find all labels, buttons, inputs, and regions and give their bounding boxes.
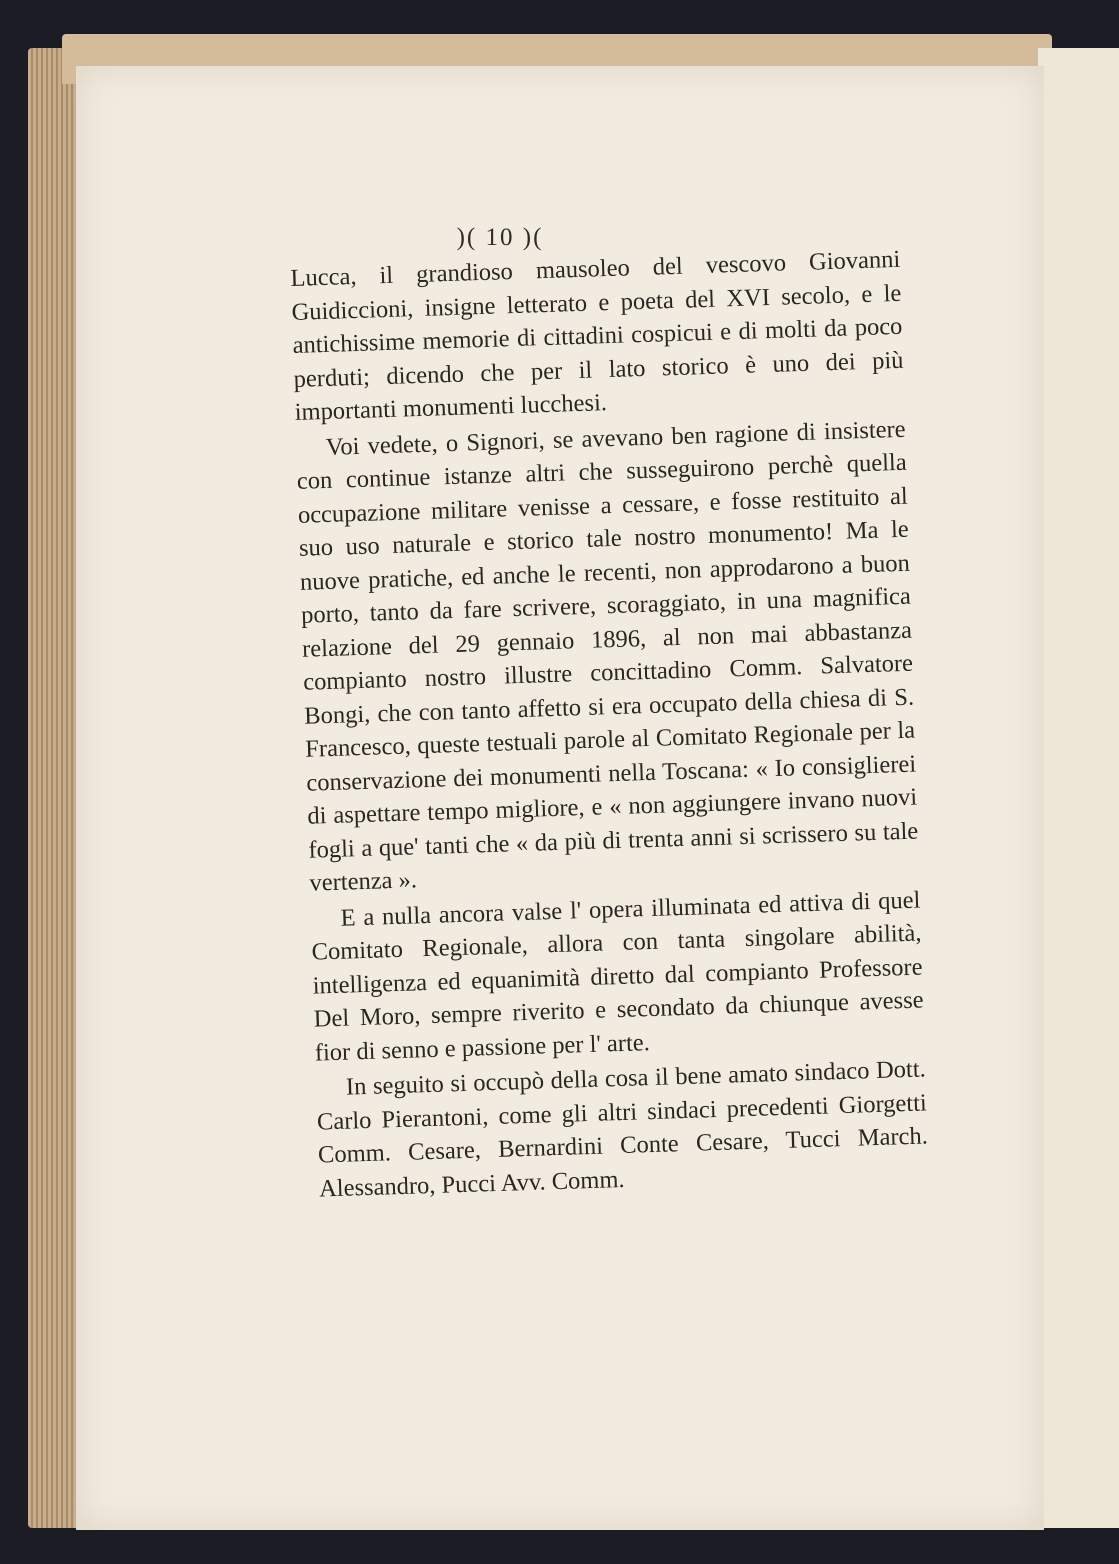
- page-body-text: [290, 243, 929, 1206]
- page-header-number: )( 10 )(: [456, 224, 544, 251]
- paragraph-3: E a nulla ancora valse l' opera illuminata ed attiva di quel Comitato Regionale, allora con tanta singolare abilità, intelligenza ed equanimità diretto dal compianto Professore Del Moro, sempre riverito e secondato da chiunque avesse fior di senno e passione per l' arte.: [311, 886, 924, 1067]
- paragraph-4: In seguito si occupò della cosa il bene amato sindaco Dott. Carlo Pierantoni, come gli altri sindaci precedenti Giorgetti Comm. Cesare, Bernardini Conte Cesare, Tucci March. Alessandro, Pucci Avv. Comm.: [316, 1055, 929, 1203]
- book-page: [76, 66, 1044, 1530]
- paragraph-2: Voi vedete, o Signori, se avevano ben ragione di insistere con continue istanze altri che susseguirono perchè quella occupazione militare venisse a cessare, e fosse restituito al suo uso naturale e storico tale nostro monumento! Ma le nuove pratiche, ed anche le recenti, non approdarono a buon porto, tanto da fare scrivere, scoraggiato, in una magnifica relazione del 29 gennaio 1896, al non mai abbastanza compianto nostro illustre concittadino Comm. Salvatore Bongi, che con tanto affetto si era occupato della chiesa di S. Francesco, queste testuali parole al Comitato Regionale per la conservazione dei monumenti nella Toscana: « Io consiglierei di aspettare tempo migliore, e « non aggiungere invano nuovi fogli a que' tanti che « da più di trenta anni si scrissero su tale vertenza ».: [296, 415, 919, 897]
- paragraph-1: Lucca, il grandioso mausoleo del vescovo Giovanni Guidiccioni, insigne letterato e poeta del XVI secolo, e le antichissime memorie di cittadini cospicui e di molti da poco perduti; dicendo che per il lato storico è uno dei più importanti monumenti lucchesi.: [290, 245, 904, 426]
- facing-page-edge: [1036, 48, 1119, 1528]
